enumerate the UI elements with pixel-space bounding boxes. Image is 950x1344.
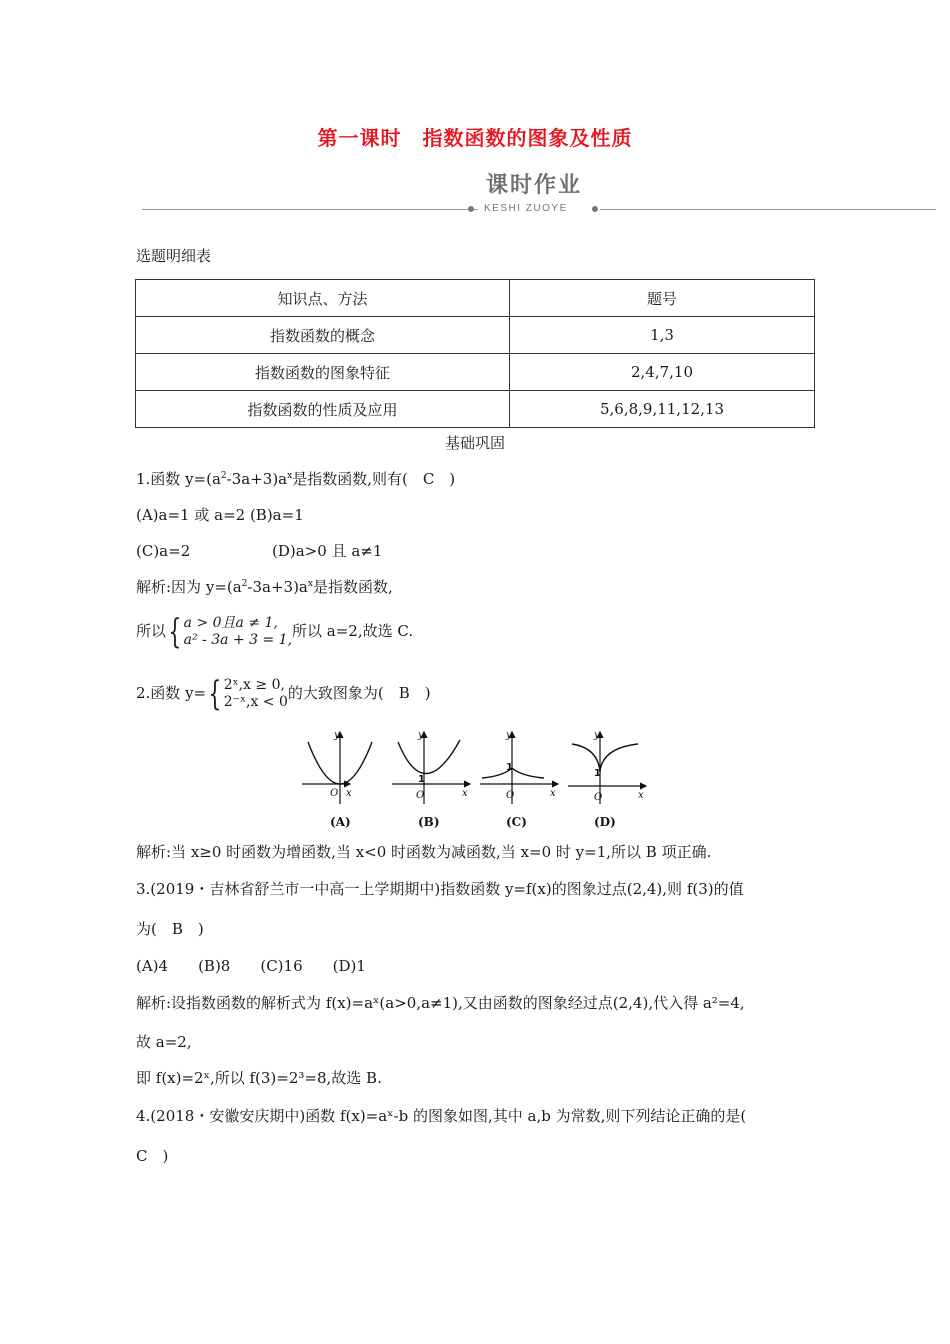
graph-d-one: 1: [594, 768, 601, 779]
q1-stem-part: 是指数函数,则有( C ): [292, 470, 456, 488]
table-cell: 1,3: [510, 317, 815, 354]
q2-stem-part: 的大致图象为( B ): [287, 684, 431, 702]
table-row: [136, 354, 815, 391]
table-cell: 2,4,7,10: [510, 354, 815, 391]
homework-subheading: KESHI ZUOYE: [480, 203, 572, 214]
graph-b-label: (B): [418, 815, 440, 829]
q1-so-text: 所以: [136, 622, 167, 640]
graph-d: [568, 732, 646, 804]
table-cell: 5,6,8,9,11,12,13: [510, 391, 815, 428]
q1-exponent: x: [307, 579, 313, 589]
graph-a-label: (A): [330, 815, 351, 829]
graph-c-one: 1: [506, 762, 513, 773]
q1-system-line: [136, 611, 413, 651]
section-heading: 基础巩固: [444, 434, 505, 452]
table-header-cell: 知识点、方法: [136, 280, 510, 317]
q2-case: 2ˣ,x ≥ 0,: [223, 677, 285, 693]
graph-a-y-label: y: [334, 730, 340, 741]
q3-analysis-line1: 解析:设指数函数的解析式为 f(x)=aˣ(a>0,a≠1),又由函数的图象经过点(2,4),代入得 a²=4,: [136, 994, 745, 1012]
homework-heading: 课时作业: [486, 173, 583, 198]
graph-a-origin: O: [330, 788, 339, 799]
table-header-row: [136, 280, 815, 317]
graph-d-y-label: y: [594, 730, 600, 741]
graph-b-one: 1: [418, 774, 425, 785]
graph-c: [480, 732, 558, 804]
q4-stem-line2: C ): [136, 1147, 169, 1165]
q2-stem-part: 2.函数 y=: [136, 684, 207, 702]
q2-case: 2⁻ˣ,x < 0: [223, 694, 288, 710]
q1-exponent: 2: [220, 471, 227, 481]
graph-b: [392, 732, 470, 804]
q1-analysis-part: -3a+3)a: [247, 578, 308, 596]
graph-b-y-label: y: [418, 730, 424, 741]
header-divider-left: [142, 209, 478, 210]
graph-d-label: (D): [594, 815, 616, 829]
q3-options: (A)4 (B)8 (C)16 (D)1: [136, 957, 366, 975]
selection-table: [135, 279, 815, 428]
q2-graphs-figure: [298, 726, 658, 834]
graph-c-origin: O: [506, 790, 515, 801]
table-row: [136, 391, 815, 428]
q2-analysis: 解析:当 x≥0 时函数为增函数,当 x<0 时函数为减函数,当 x=0 时 y=1,所以 B 项正确.: [136, 843, 712, 861]
graph-b-origin: O: [416, 790, 425, 801]
q2-piecewise: [224, 677, 288, 711]
q1-option-d: (D)a>0 且 a≠1: [272, 542, 383, 560]
q1-equation: a > 0且a ≠ 1,: [183, 615, 278, 631]
table-header-cell: 题号: [510, 280, 815, 317]
table-caption: 选题明细表: [136, 247, 212, 265]
q3-analysis-line2: 故 a=2,: [136, 1033, 192, 1051]
graph-b-x-label: x: [462, 788, 468, 799]
q1-exponent: 2: [241, 579, 248, 589]
table-cell: 指数函数的性质及应用: [136, 391, 510, 428]
graph-c-y-label: y: [506, 730, 512, 741]
left-brace-icon: {: [168, 612, 182, 652]
q3-stem-line1: 3.(2019・吉林省舒兰市一中高一上学期期中)指数函数 y=f(x)的图象过点(2,4),则 f(3)的值: [136, 880, 744, 898]
q1-stem-part: -3a+3)a: [226, 470, 288, 488]
page-title: 第一课时 指数函数的图象及性质: [317, 126, 633, 150]
q1-equation-system: [184, 615, 292, 649]
q1-analysis: [136, 577, 393, 597]
q2-stem: [136, 673, 431, 713]
q1-equation: a² - 3a + 3 = 1,: [183, 632, 293, 648]
left-brace-icon: {: [208, 674, 222, 714]
q1-option-c: (C)a=2: [136, 542, 191, 560]
q4-stem-line1: 4.(2018・安徽安庆期中)函数 f(x)=aˣ-b 的图象如图,其中 a,b 为常数,则下列结论正确的是(: [136, 1107, 747, 1125]
q1-analysis-part: 是指数函数,: [312, 578, 393, 596]
graph-a-x-label: x: [346, 788, 352, 799]
table-cell: 指数函数的概念: [136, 317, 510, 354]
q1-stem: [136, 469, 455, 489]
q1-conclusion: 所以 a=2,故选 C.: [292, 622, 414, 640]
graph-d-x-label: x: [638, 790, 644, 801]
q1-exponent: x: [287, 471, 293, 481]
graph-c-label: (C): [506, 815, 527, 829]
header-divider-right: [600, 209, 936, 210]
q3-stem-line2: 为( B ): [136, 920, 204, 938]
q1-analysis-part: 解析:因为 y=(a: [136, 578, 242, 596]
table-row: [136, 317, 815, 354]
q1-stem-part: 1.函数 y=(a: [136, 470, 221, 488]
q3-analysis-line3: 即 f(x)=2ˣ,所以 f(3)=2³=8,故选 B.: [136, 1069, 382, 1087]
graph-c-x-label: x: [550, 788, 556, 799]
divider-dot-left: [468, 206, 474, 212]
graph-d-origin: O: [594, 792, 603, 803]
q1-options-ab: (A)a=1 或 a=2 (B)a=1: [136, 506, 304, 524]
divider-dot-right: [592, 206, 598, 212]
table-cell: 指数函数的图象特征: [136, 354, 510, 391]
